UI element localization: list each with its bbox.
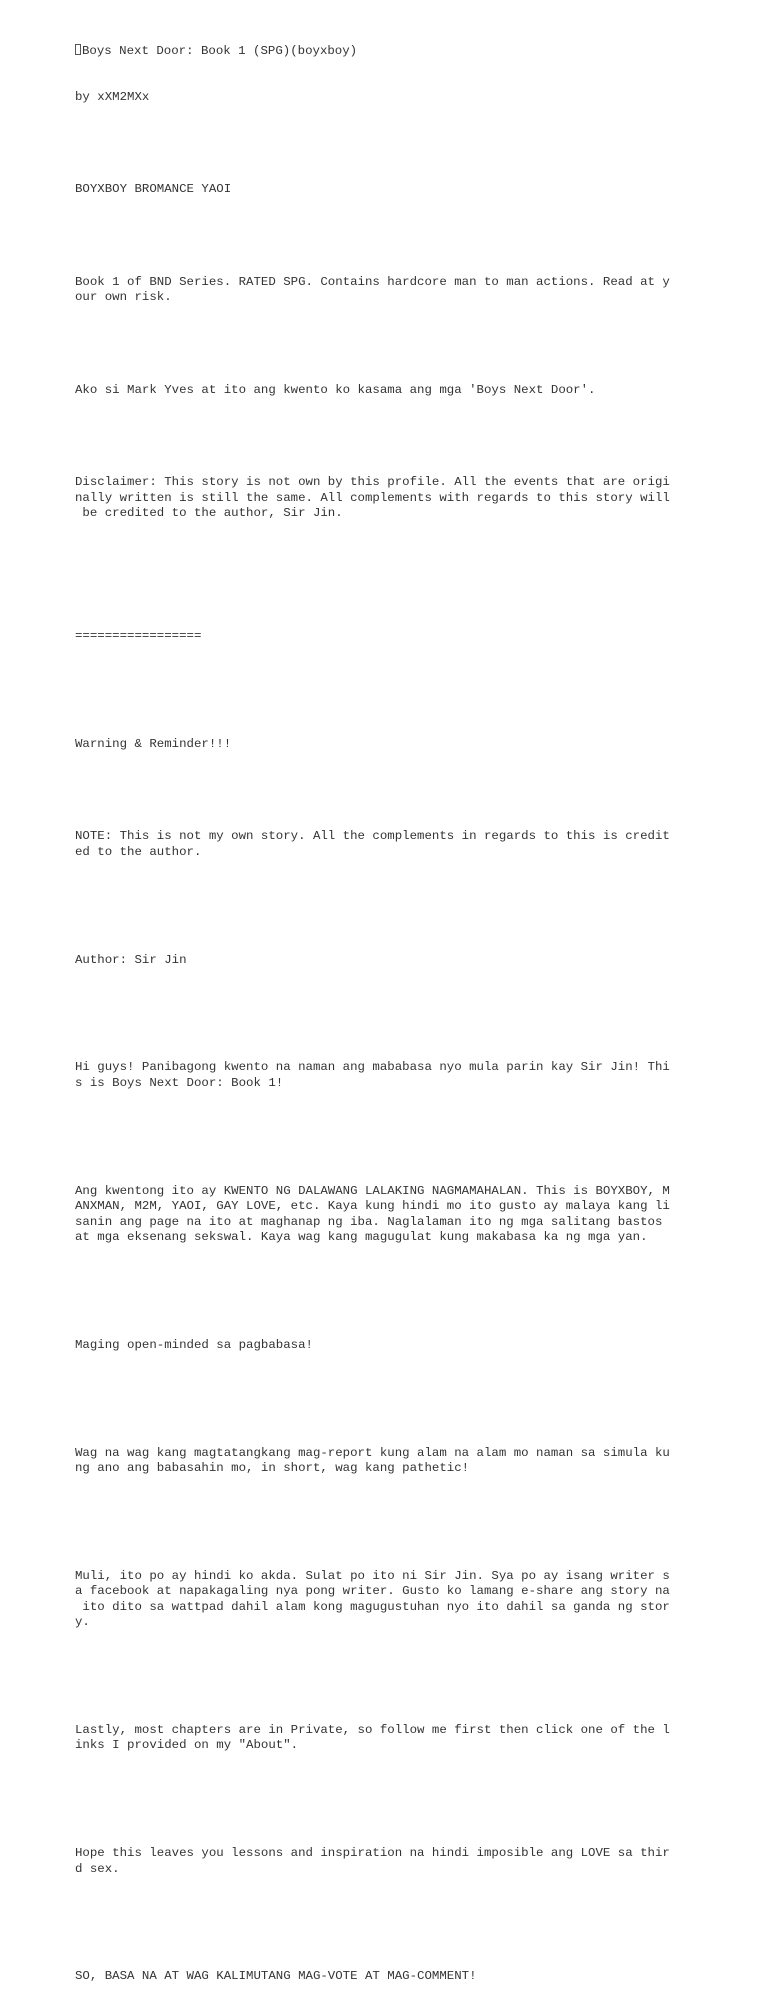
title-text: Boys Next Door: Book 1 (SPG)(boyxboy) [82,43,358,58]
missing-glyph-icon [75,44,81,55]
greeting-paragraph: Hi guys! Panibagong kwento na naman ang mababasa nyo mula parin kay Sir Jin! Thi s is Boys Next Door: Book 1! [75,1060,670,1090]
closing-paragraph: SO, BASA NA AT WAG KALIMUTANG MAG-VOTE AT MAG-COMMENT! [75,1969,477,1984]
document-body [75,13,685,2000]
disclaimer-paragraph: Disclaimer: This story is not own by this profile. All the events that are origi nally written is still the same. All complements with regards to this story will be credited to the author, Sir Jin. [75,475,670,520]
intro-paragraph: Book 1 of BND Series. RATED SPG. Contains hardcore man to man actions. Read at y our own risk. [75,274,670,305]
credit-paragraph: Muli, ito po ay hindi ko akda. Sulat po ito ni Sir Jin. Sya po ay isang writer s a facebook at napakagaling nya pong writer. Gusto ko lamang e-share ang story na ito dito sa wattpad dahil alam kong magugustuhan nyo ito dahil sa ganda ng stor y. [75,1568,670,1630]
author-paragraph: Author: Sir Jin [75,952,187,967]
warning-heading: Warning & Reminder!!! [75,736,232,751]
author-line: by xXM2MXx [75,90,150,105]
note-paragraph: NOTE: This is not my own story. All the complements in regards to this is credit ed to the author. [75,829,670,859]
intro2-paragraph: Ako si Mark Yves at ito ang kwento ko kasama ang mga 'Boys Next Door'. [75,382,596,397]
genre-line: BOYXBOY BROMANCE YAOI [75,182,232,197]
private-chapters-paragraph: Lastly, most chapters are in Private, so follow me first then click one of the l inks I provided on my "About". [75,1722,670,1753]
hope-paragraph: Hope this leaves you lessons and inspiration na hindi imposible ang LOVE sa thir d sex. [75,1846,670,1876]
content-warning-paragraph: Ang kwentong ito ay KWENTO NG DALAWANG LALAKING NAGMAMAHALAN. This is BOYXBOY, M ANXMAN, M2M, YAOI, GAY LOVE, etc. Kaya kung hindi mo ito gusto ay malaya kang li sanin ang page na ito at maghanap ng iba. Naglalaman ito ng mga salitang bastos at mga eksenang sekswal. Kaya wag kang magugulat kung makabasa ka ng mga yan. [75,1183,670,1244]
no-report-paragraph: Wag na wag kang magtatangkang mag-report kung alam na alam mo naman sa simula ku ng ano ang babasahin mo, in short, wag kang pathetic! [75,1445,670,1475]
open-minded-paragraph: Maging open-minded sa pagbabasa! [75,1337,313,1352]
separator-line: ================= [75,629,202,644]
title-line [75,44,685,59]
